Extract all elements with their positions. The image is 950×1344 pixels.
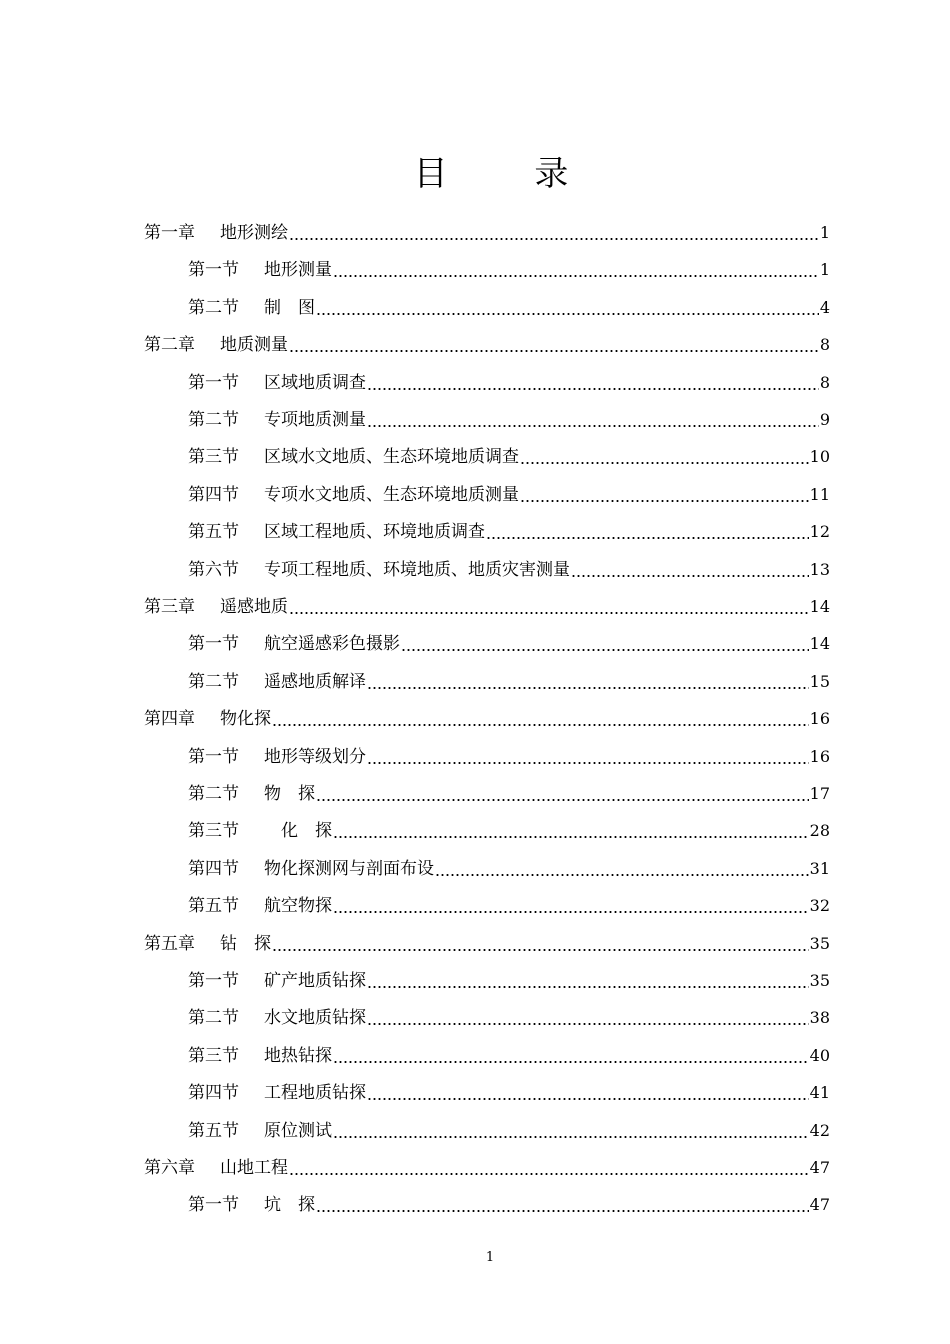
- toc-entry-page-number: 32: [809, 896, 830, 916]
- toc-section-entry[interactable]: [188, 513, 830, 543]
- toc-chapter-entry[interactable]: [144, 588, 830, 618]
- toc-section-entry[interactable]: [188, 476, 830, 506]
- toc-entry-number: 第三章: [144, 597, 195, 617]
- toc-entry-number: 第一节: [188, 260, 239, 281]
- toc-entry-page-number: 15: [809, 671, 830, 691]
- toc-entry-title: 钻 探: [220, 933, 271, 954]
- toc-entry-label: [188, 409, 366, 431]
- dot-leader: [333, 259, 819, 281]
- toc-entry-title: 工程地质钻探: [264, 1083, 366, 1104]
- toc-section-entry[interactable]: [188, 1112, 830, 1142]
- toc-entry-label: [144, 596, 288, 618]
- toc-title: 目 录: [413, 154, 607, 194]
- toc-entry-page-number: 14: [809, 634, 830, 654]
- toc-entry-label: [144, 1157, 288, 1179]
- toc-entry-number: 第五节: [188, 1120, 239, 1141]
- toc-entry-number: 第一章: [144, 223, 195, 243]
- toc-entry-label: [188, 895, 332, 917]
- toc-entry-title: 地形等级划分: [264, 746, 366, 767]
- toc-entry-title: 山地工程: [220, 1158, 288, 1178]
- dot-leader: [367, 1007, 809, 1029]
- toc-entry-title: 矿产地质钻探: [264, 971, 366, 991]
- toc-entry-page-number: 38: [809, 1008, 830, 1028]
- dot-leader: [316, 297, 819, 319]
- toc-entry-title: 地热钻探: [264, 1045, 332, 1066]
- toc-entry-page-number: 9: [819, 410, 830, 429]
- toc-entry-label: [144, 708, 271, 730]
- toc-entry-page-number: 35: [809, 933, 830, 953]
- toc-entry-page-number: 1: [819, 223, 830, 242]
- dot-leader: [367, 671, 809, 693]
- toc-chapter-entry[interactable]: [144, 1149, 830, 1179]
- toc-entry-number: 第二节: [188, 671, 239, 692]
- toc-entry-title: 制 图: [264, 297, 315, 318]
- toc-section-entry[interactable]: [188, 625, 830, 655]
- toc-entry-title: 坑 探: [264, 1195, 315, 1216]
- toc-section-entry[interactable]: [188, 551, 830, 581]
- toc-entry-title: 区域地质调查: [264, 372, 366, 393]
- toc-entry-label: [188, 858, 434, 880]
- toc-entry-number: 第四节: [188, 858, 239, 879]
- toc-section-entry[interactable]: [188, 738, 830, 768]
- dot-leader: [289, 222, 819, 244]
- toc-entry-page-number: 47: [809, 1195, 830, 1215]
- toc-entry-page-number: 35: [809, 971, 830, 990]
- toc-entry-title: 物化探: [220, 709, 271, 730]
- dot-leader: [316, 783, 809, 805]
- toc-entry-number: 第一节: [188, 372, 239, 393]
- toc-entry-number: 第五章: [144, 933, 195, 954]
- toc-entry-label: [188, 259, 332, 281]
- toc-entry-number: 第五节: [188, 896, 239, 917]
- dot-leader: [367, 409, 819, 431]
- toc-entry-number: 第四章: [144, 709, 195, 730]
- toc-entry-label: [188, 559, 570, 581]
- toc-entry-number: 第三节: [188, 447, 239, 468]
- dot-leader: [289, 334, 819, 356]
- page-number-footer: 1: [485, 1250, 495, 1265]
- dot-leader: [571, 559, 809, 581]
- toc-entry-label: [188, 1045, 332, 1067]
- toc-section-entry[interactable]: [188, 401, 830, 431]
- toc-entry-label: [188, 671, 366, 693]
- dot-leader: [272, 933, 809, 955]
- toc-entry-title: 专项水文地质、生态环境地质测量: [264, 484, 519, 505]
- toc-entry-title: 专项工程地质、环境地质、地质灾害测量: [264, 559, 570, 580]
- toc-section-entry[interactable]: [188, 289, 830, 319]
- toc-entry-number: 第四节: [188, 1083, 239, 1104]
- toc-entry-page-number: 16: [809, 746, 830, 766]
- toc-section-entry[interactable]: [188, 364, 830, 394]
- toc-section-entry[interactable]: [188, 850, 830, 880]
- toc-section-entry[interactable]: [188, 999, 830, 1029]
- dot-leader: [289, 596, 809, 618]
- toc-entry-label: [188, 1082, 366, 1104]
- toc-chapter-entry[interactable]: [144, 326, 830, 356]
- toc-entry-title: 原位测试: [264, 1120, 332, 1141]
- toc-entry-page-number: 41: [809, 1083, 830, 1103]
- toc-entry-title: 遥感地质解译: [264, 671, 366, 692]
- toc-entry-label: [188, 484, 519, 506]
- toc-section-entry[interactable]: [188, 663, 830, 693]
- toc-entry-title: 航空物探: [264, 896, 332, 917]
- toc-section-entry[interactable]: [188, 887, 830, 917]
- toc-entry-number: 第一节: [188, 1195, 239, 1216]
- toc-entry-page-number: 16: [809, 709, 830, 729]
- dot-leader: [333, 895, 809, 917]
- toc-entry-page-number: 47: [809, 1158, 830, 1177]
- toc-entry-title: 专项地质测量: [264, 410, 366, 430]
- toc-entry-page-number: 31: [809, 858, 830, 878]
- toc-entry-title: 物 探: [264, 784, 315, 804]
- toc-entry-page-number: 11: [809, 484, 830, 504]
- toc-section-entry[interactable]: [188, 1074, 830, 1104]
- toc-entry-title: 地形测量: [264, 260, 332, 281]
- toc-entry-label: [188, 521, 485, 543]
- toc-entry-label: [188, 1194, 315, 1216]
- toc-entry-label: [188, 970, 366, 992]
- toc-entry-label: [188, 633, 400, 655]
- toc-section-entry[interactable]: [188, 775, 830, 805]
- dot-leader: [272, 708, 809, 730]
- dot-leader: [316, 1194, 809, 1216]
- dot-leader: [333, 820, 809, 842]
- toc-entry-number: 第二节: [188, 1008, 239, 1029]
- toc-chapter-entry[interactable]: [144, 700, 830, 730]
- toc-chapter-entry[interactable]: [144, 214, 830, 244]
- toc-entry-label: [188, 783, 315, 805]
- toc-section-entry[interactable]: [188, 812, 830, 842]
- toc-entry-number: 第一节: [188, 746, 239, 767]
- dot-leader: [333, 1045, 809, 1067]
- dot-leader: [333, 1120, 809, 1142]
- toc-entry-page-number: 17: [809, 784, 830, 803]
- toc-entry-title: 区域水文地质、生态环境地质调查: [264, 447, 519, 468]
- toc-entry-title: 水文地质钻探: [264, 1008, 366, 1029]
- toc-section-entry[interactable]: [188, 251, 830, 281]
- toc-entry-page-number: 1: [819, 260, 830, 280]
- dot-leader: [367, 970, 809, 992]
- dot-leader: [486, 521, 809, 543]
- dot-leader: [289, 1157, 809, 1179]
- toc-entry-title: 区域工程地质、环境地质调查: [264, 522, 485, 543]
- toc-entry-label: [144, 222, 288, 244]
- toc-entry-number: 第六章: [144, 1158, 195, 1178]
- toc-entry-number: 第二节: [188, 784, 239, 804]
- dot-leader: [435, 858, 809, 880]
- toc-entry-label: [188, 446, 519, 468]
- toc-entry-number: 第四节: [188, 484, 239, 505]
- toc-entry-page-number: 14: [809, 597, 830, 616]
- toc-entry-title: 航空遥感彩色摄影: [264, 634, 400, 655]
- toc-entry-label: [188, 746, 366, 768]
- toc-entry-page-number: 40: [809, 1045, 830, 1065]
- dot-leader: [367, 372, 819, 394]
- toc-entry-page-number: 13: [809, 559, 830, 579]
- toc-section-entry[interactable]: [188, 438, 830, 468]
- toc-section-entry[interactable]: [188, 962, 830, 992]
- toc-entry-page-number: 42: [809, 1120, 830, 1140]
- toc-entry-page-number: 8: [819, 335, 830, 355]
- toc-entry-number: 第六节: [188, 559, 239, 580]
- toc-entry-number: 第一节: [188, 971, 239, 991]
- toc-entry-number: 第二章: [144, 335, 195, 356]
- toc-entry-number: 第五节: [188, 522, 239, 543]
- toc-chapter-entry[interactable]: [144, 925, 830, 955]
- toc-entry-page-number: 8: [819, 372, 830, 392]
- dot-leader: [367, 746, 809, 768]
- toc-entry-title: 化 探: [264, 821, 332, 842]
- toc-section-entry[interactable]: [188, 1037, 830, 1067]
- toc-entry-title: 地质测量: [220, 335, 288, 356]
- toc-entry-page-number: 12: [809, 522, 830, 542]
- toc-entry-label: [188, 372, 366, 394]
- toc-entry-label: [188, 297, 315, 319]
- toc-entry-page-number: 4: [819, 297, 830, 317]
- toc-entry-number: 第三节: [188, 821, 239, 842]
- toc-entry-number: 第一节: [188, 634, 239, 655]
- toc-entry-page-number: 28: [809, 821, 830, 841]
- toc-entry-title: 遥感地质: [220, 597, 288, 617]
- dot-leader: [520, 446, 809, 468]
- toc-entry-label: [188, 1120, 332, 1142]
- dot-leader: [520, 484, 809, 506]
- toc-section-entry[interactable]: [188, 1186, 830, 1216]
- dot-leader: [401, 633, 809, 655]
- toc-entry-number: 第二节: [188, 297, 239, 318]
- dot-leader: [367, 1082, 809, 1104]
- toc-entry-number: 第二节: [188, 410, 239, 430]
- toc-entry-label: [188, 1007, 366, 1029]
- toc-entry-label: [144, 334, 288, 356]
- toc-entry-label: [144, 933, 271, 955]
- toc-entry-label: [188, 820, 332, 842]
- toc-entry-page-number: 10: [809, 447, 830, 467]
- toc-entry-title: 地形测绘: [220, 223, 288, 243]
- toc-entry-number: 第三节: [188, 1045, 239, 1066]
- toc-entry-title: 物化探测网与剖面布设: [264, 858, 434, 879]
